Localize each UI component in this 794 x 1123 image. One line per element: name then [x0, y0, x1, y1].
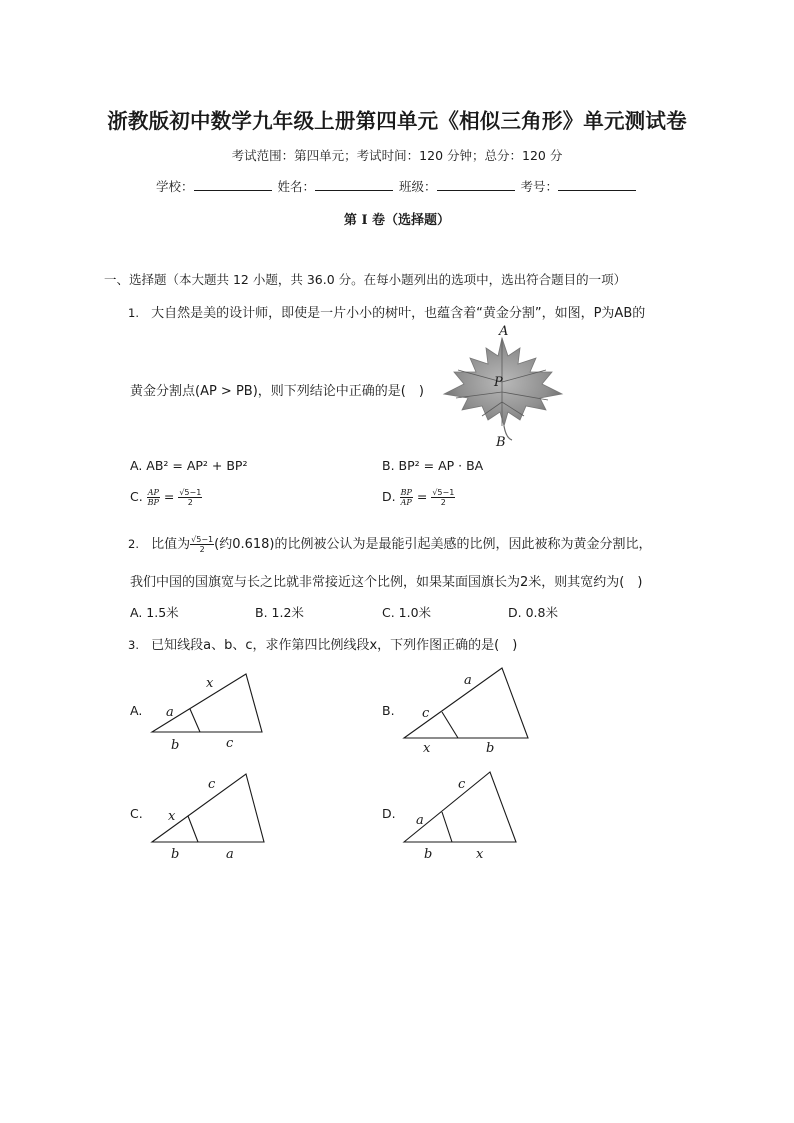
q3-number: 3.: [128, 638, 139, 652]
q3-d-label-bottom-right: x: [476, 847, 484, 862]
q1-option-d[interactable]: [382, 488, 455, 507]
q1-option-c-eq: =: [163, 489, 175, 504]
q3-d-label-left: a: [416, 813, 424, 828]
q3-d-label-bottom-left: b: [424, 847, 433, 862]
q2-option-a[interactable]: A. 1.5米: [130, 605, 179, 620]
id-field[interactable]: [558, 178, 636, 191]
q2-line2: 我们中国的国旗宽与长之比就非常接近这个比例，如果某面国旗长为2米，则其宽约为( ): [130, 575, 643, 590]
q1-option-d-prefix: D.: [382, 489, 396, 504]
q3-option-b-figure[interactable]: [402, 664, 532, 756]
q1-option-a[interactable]: A. AB² = AP² + BP²: [130, 458, 248, 473]
q1-option-c[interactable]: [130, 488, 202, 507]
student-info-row: [0, 177, 794, 195]
school-label: 学校：: [155, 179, 194, 194]
point-b-label: B: [496, 435, 506, 450]
q1-option-b[interactable]: B. BP² = AP · BA: [382, 458, 484, 473]
maple-leaf-figure: [436, 322, 568, 450]
exam-title: 浙教版初中数学九年级上册第四单元《相似三角形》单元测试卷: [107, 109, 687, 133]
q3-c-label-bottom-right: a: [226, 847, 234, 862]
q3-line: [128, 634, 517, 653]
q2-line1: [128, 533, 652, 554]
q1-line1: 大自然是美的设计师，即使是一片小小的树叶，也蕴含着“黄金分割”，如图，P为AB的: [151, 306, 646, 321]
q3-option-a-figure[interactable]: [150, 668, 270, 754]
q1-line2: 黄金分割点(AP > PB)，则下列结论中正确的是( ): [130, 384, 424, 399]
q3-d-label-top: c: [458, 777, 466, 792]
name-field[interactable]: [315, 178, 393, 191]
q3-c-label-bottom-left: b: [171, 847, 180, 862]
q3-option-c-label[interactable]: C.: [130, 806, 143, 821]
q3-option-c-figure[interactable]: [150, 768, 270, 864]
q1-number: 1.: [128, 306, 139, 320]
q1-block: [128, 302, 645, 321]
school-field[interactable]: [194, 178, 272, 191]
q2-option-b[interactable]: B. 1.2米: [255, 605, 304, 620]
volume-heading: 第 I 卷（选择题）: [343, 213, 451, 228]
q3-option-d-figure[interactable]: [402, 768, 522, 864]
section-heading: 一、选择题（本大题共 12 小题，共 36.0 分。在每小题列出的选项中，选出符合题目的一项）: [104, 272, 627, 287]
point-p-label: P: [494, 375, 503, 390]
q2-line1-rest: (约0.618)的比例被公认为是最能引起美感的比例，因此被称为黄金分割比，: [214, 537, 652, 552]
q3-a-label-bottom-right: c: [226, 736, 234, 751]
q3-b-label-bottom-right: b: [486, 741, 495, 756]
id-label: 考号：: [520, 179, 558, 194]
q1-option-c-rhs: $\frac{√5-1}{2}$: [179, 488, 202, 507]
q2-fraction: $\frac{√5-1}{2}$: [191, 535, 214, 554]
q1-option-c-prefix: C.: [130, 489, 143, 504]
exam-subtitle: 考试范围：第四单元；考试时间：120 分钟；总分：120 分: [231, 148, 563, 163]
class-field[interactable]: [437, 178, 515, 191]
q3-b-label-top: a: [464, 673, 472, 688]
q3-option-a-label[interactable]: A.: [130, 703, 143, 718]
q2-pre: 比值为: [151, 537, 191, 552]
name-label: 姓名：: [277, 179, 315, 194]
q3-a-label-left: a: [166, 705, 174, 720]
q2-option-d[interactable]: D. 0.8米: [508, 605, 558, 620]
point-a-label: A: [499, 324, 509, 339]
q1-option-d-lhs: $\frac{BP}{AP}$: [400, 488, 412, 507]
q2-option-c[interactable]: C. 1.0米: [382, 605, 432, 620]
q1-option-d-rhs: $\frac{√5-1}{2}$: [432, 488, 455, 507]
q3-a-label-top: x: [206, 676, 214, 691]
q1-option-c-lhs: $\frac{AP}{BP}$: [147, 488, 159, 507]
q3-option-d-label[interactable]: D.: [382, 806, 396, 821]
q3-a-label-bottom-left: b: [171, 738, 180, 753]
class-label: 班级：: [398, 179, 437, 194]
q1-option-d-eq: =: [416, 489, 428, 504]
q2-number: 2.: [128, 537, 139, 551]
q3-text: 已知线段a、b、c，求作第四比例线段x，下列作图正确的是( ): [151, 638, 518, 653]
q3-b-label-left: c: [422, 706, 430, 721]
q3-c-label-left: x: [168, 809, 176, 824]
q3-c-label-top: c: [208, 777, 216, 792]
q3-option-b-label[interactable]: B.: [382, 703, 395, 718]
q3-b-label-bottom-left: x: [423, 741, 431, 756]
